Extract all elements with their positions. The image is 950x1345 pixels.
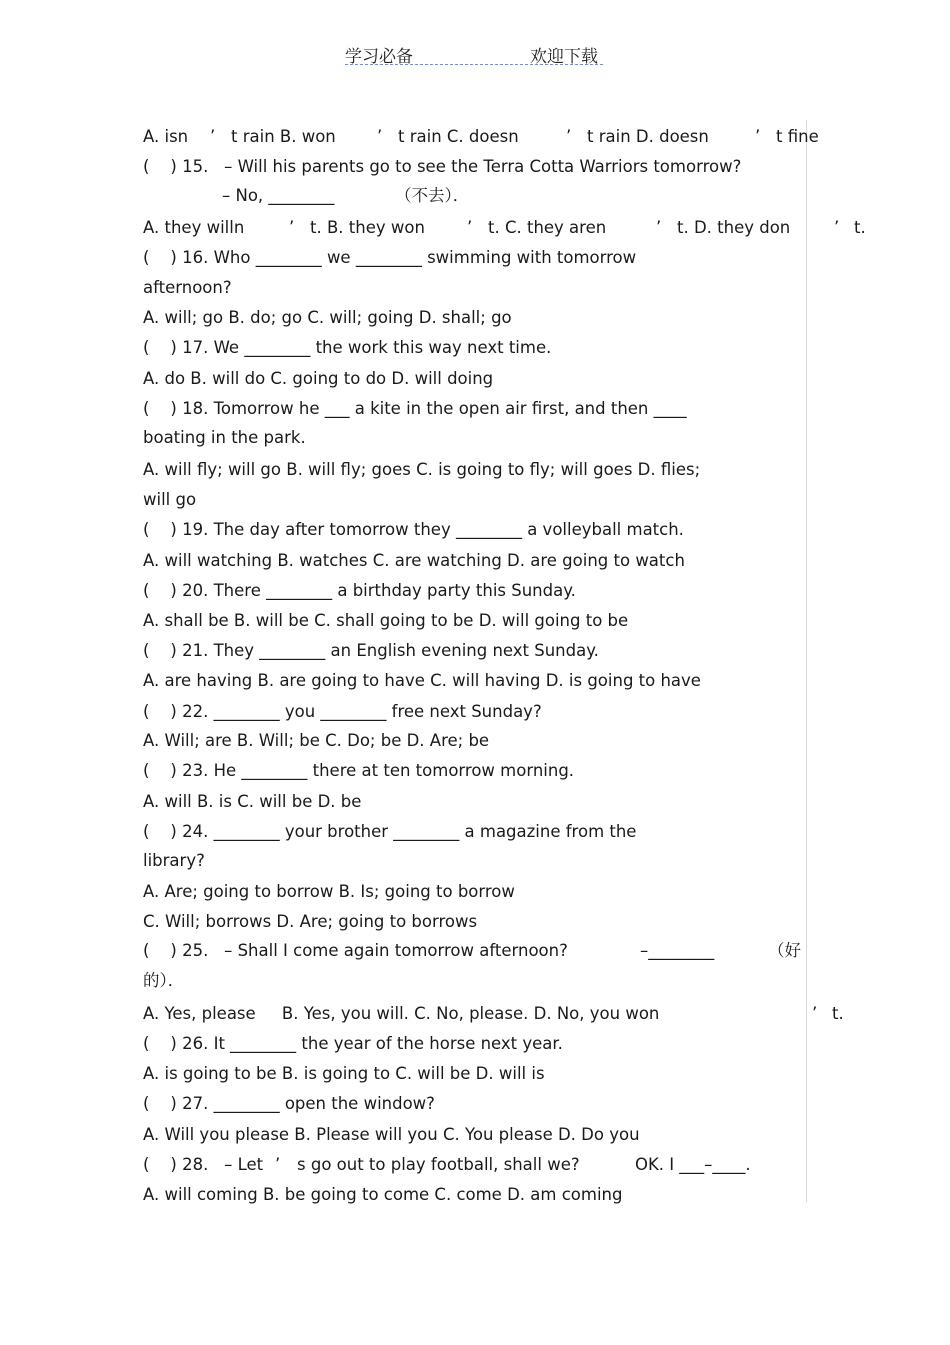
text-segment: ’ (377, 127, 383, 146)
header-right-text: 欢迎下载 (530, 47, 598, 67)
text-segment: A. do B. will do C. going to do D. will doing (143, 369, 494, 388)
text-segment: A. Are; going to borrow B. Is; going to borrow (143, 882, 515, 901)
text-segment: ( ) 23. He ________ there at ten tomorrow morning. (143, 761, 575, 780)
text-segment: A. shall be B. will be C. shall going to be D. will going to be (143, 611, 629, 630)
text-segment: ’ (467, 218, 473, 237)
text-segment: boating in the park. (143, 428, 306, 447)
text-segment: t rain D. doesn (587, 127, 709, 146)
text-segment: ( ) 21. They ________ an English evening next Sunday. (143, 641, 599, 660)
text-segment: t fine (776, 127, 819, 146)
text-segment: ’ (275, 1155, 281, 1174)
text-segment: ( ) 24. ________ your brother ________ a magazine from the (143, 822, 637, 841)
text-segment: ’ (755, 127, 761, 146)
text-segment: ’ (834, 218, 840, 237)
text-segment: ( ) 16. Who ________ we ________ swimming with tomorrow (143, 248, 637, 267)
text-segment: afternoon? (143, 278, 232, 297)
text-segment: A. will coming B. be going to come C. come D. am coming (143, 1185, 623, 1204)
text-segment: t. B. they won (310, 218, 425, 237)
text-segment: – No, ________ (222, 186, 335, 205)
text-segment: ( ) 28. – Let (143, 1155, 264, 1174)
page-header (345, 42, 603, 68)
header-left-text: 学习必备 (345, 47, 413, 67)
right-margin-rule (806, 120, 807, 1202)
text-segment: s go out to play football, shall we? (297, 1155, 580, 1174)
text-segment: （好 (768, 941, 801, 960)
text-segment: C. Will; borrows D. Are; going to borrows (143, 912, 478, 931)
text-segment: A. are having B. are going to have C. will having D. is going to have (143, 671, 701, 690)
text-segment: ( ) 25. – Shall I come again tomorrow afternoon? (143, 941, 568, 960)
text-segment: ( ) 20. There ________ a birthday party this Sunday. (143, 581, 576, 600)
text-segment: ( ) 26. It ________ the year of the horse next year. (143, 1034, 563, 1053)
text-segment: ’ (656, 218, 662, 237)
text-segment: t rain B. won (231, 127, 336, 146)
text-segment: A. Will; are B. Will; be C. Do; be D. Are; be (143, 731, 490, 750)
text-segment: A. will B. is C. will be D. be (143, 792, 362, 811)
text-segment: A. they willn (143, 218, 245, 237)
text-segment: 的）． (143, 971, 185, 990)
text-segment: t. D. they don (677, 218, 791, 237)
text-segment: –________ (640, 941, 715, 960)
header-dashed-underline (345, 64, 603, 65)
text-segment: library? (143, 851, 205, 870)
text-segment: ( ) 19. The day after tomorrow they ________ a volleyball match. (143, 520, 684, 539)
text-segment: ’ (289, 218, 295, 237)
text-segment: OK. I ___–____. (635, 1155, 751, 1174)
text-segment: ’ (210, 127, 216, 146)
text-segment: t rain C. doesn (398, 127, 519, 146)
text-segment: t. C. they aren (488, 218, 607, 237)
text-segment: A. isn (143, 127, 189, 146)
text-segment: A. will; go B. do; go C. will; going D. shall; go (143, 308, 512, 327)
text-segment: ( ) 15. – Will his parents go to see the Terra Cotta Warriors tomorrow? (143, 157, 742, 176)
text-segment: A. Will you please B. Please will you C. You please D. Do you (143, 1125, 640, 1144)
text-segment: A. Yes, please B. Yes, you will. C. No, please. D. No, you won (143, 1004, 660, 1023)
text-segment: ( ) 17. We ________ the work this way next time. (143, 338, 552, 357)
text-segment: ( ) 22. ________ you ________ free next Sunday? (143, 702, 542, 721)
text-segment: ’ (566, 127, 572, 146)
text-segment: A. will watching B. watches C. are watching D. are going to watch (143, 551, 685, 570)
text-segment: A. is going to be B. is going to C. will be D. will is (143, 1064, 545, 1083)
text-segment: ( ) 27. ________ open the window? (143, 1094, 435, 1113)
text-segment: t. (854, 218, 866, 237)
text-segment: A. will fly; will go B. will fly; goes C. is going to fly; will goes D. flies; (143, 460, 701, 479)
text-segment: will go (143, 490, 197, 509)
text-segment: ( ) 18. Tomorrow he ___ a kite in the open air first, and then ____ (143, 399, 687, 418)
text-segment: t. (832, 1004, 844, 1023)
text-segment: ’ (812, 1004, 818, 1023)
text-segment: （不去）． (395, 186, 470, 205)
